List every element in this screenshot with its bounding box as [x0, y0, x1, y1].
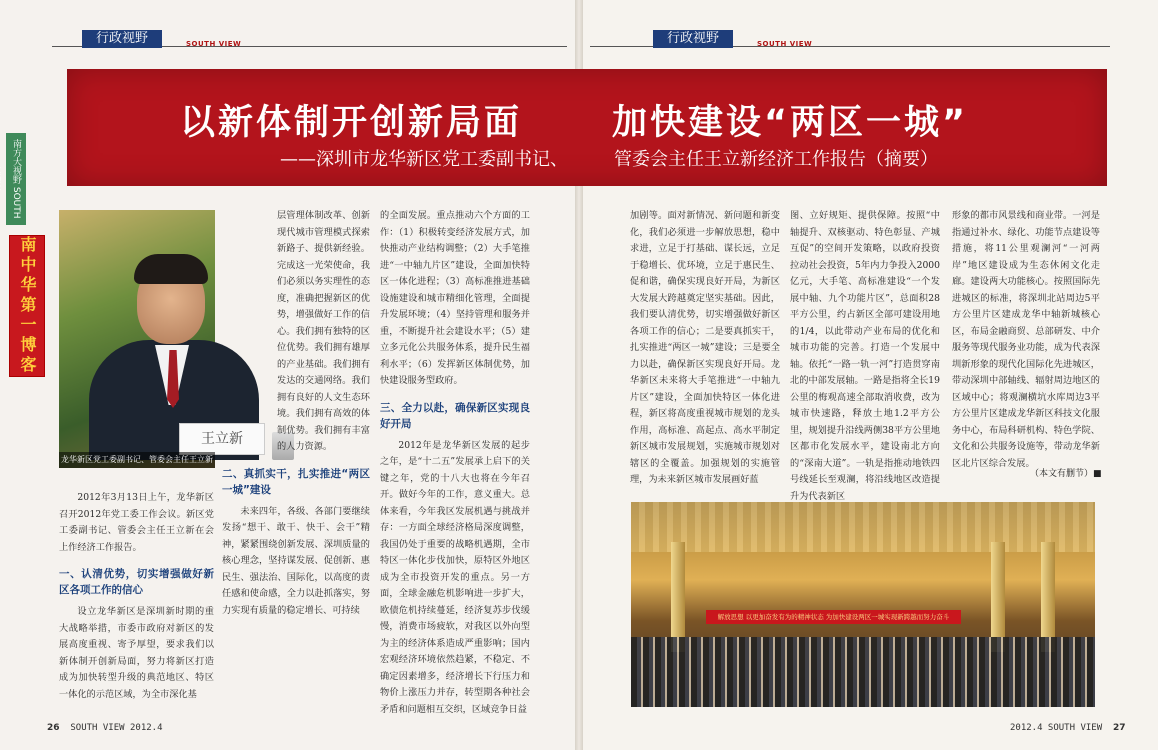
paragraph: 加剧等。面对新情况、新问题和新变化，我们必须进一步解放思想，稳中求进，立足于打基础、谋长远，立足于稳增长、优环境，立足于惠民生、促和谐，确保实现良好开局，为新区大发展大跨越奠定坚实基础。因此，我们要认清优势，切实增强做好新区各项工作的信心；二是要真抓实干，扎实推进“两区一城”建设；三是要全力以赴，确保新区实现良好开局。龙华新区未来将大手笔推进“一中轴九片区”建设，全面加快特区一体化进程，新区将高度重视城市规划的龙头作用，高标准、高起点、高水平制定新区城市发展规划，实施城市规划对辖区的全覆盖。加强规划的实施管理，为未来新区城市发展画好蓝: [630, 210, 780, 485]
intro-paragraph: 2012年3月13日上午，龙华新区召开2012年党工委工作会议。新区党工委副书记、管委会主任王立新在会上作经济工作报告。: [59, 492, 214, 553]
south-view-label-right: SOUTH VIEW: [757, 40, 813, 48]
page-number-right: 27: [1112, 723, 1126, 733]
audience: [631, 637, 1095, 707]
footer-left: [47, 723, 163, 733]
paragraph: 形象的都市风景线和商业带。一河是指通过补水、绿化、功能节点建设等措施，将11公里观澜河“一河两岸”地区建设成为生态休闲文化走廊。建设两大功能核心。按照国际先进城区的标准，将深圳北站周边5平方公里片区建成龙华中轴新城核心区，布局金融商贸、总部研发、中介服务等现代服务业功能，成为代表深圳新形象的现代化国际化先进城区，带动深圳中部轴线、辐射周边地区的区域中心；将观澜横坑水库周边3平方公里片区建成龙华新区科技文化服务中心，布局科研机构、特色学院、文化和公共服务设施等，带动龙华新区北片区综合发展。: [952, 210, 1100, 469]
column-6: [952, 208, 1100, 469]
paragraph: 图、立好规矩、提供保障。按照“中轴提升、双核驱动、特色彰显、产城互促”的空间开发策略，以政府投资拉动社会投资，5年内力争投入2000亿元，大手笔、高标准建设“一个发展中轴、九个功能片区”，总面积28平方公里，约占新区全部可建设用地的1/4，以此带动产业布局的优化和城市功能的完善。打造一个发展中轴。依托“一路一轨一河”打造贯穿南北的中部发展轴。一路是指将全长19公里的梅观高速全部取消收费，改为城市快速路，释放土地1.2平方公里，规划提升沿线两侧38平方公里地区都市化发展水平，建设南北方向的“深南大道”。一轨是指推动地铁四号线延长至观澜，将沿线地区改造提升为代表新区: [790, 210, 940, 502]
paragraph: 层管理体制改革、创新现代城市管理模式探索新路子、提供新经验。完成这一光荣使命，我们必须以务实理性的态度，准确把握新区的优势，增强做好工作的信心。我们拥有独特的区位优势。我们拥有雄厚的产业基础。我们拥有发达的交通网络。我们拥有良好的人文生态环境。我们拥有高效的体制优势。我们拥有丰富的人力资源。: [277, 210, 370, 452]
headline-part2: 加快建设“两区一城”: [612, 103, 969, 143]
section-label-right: 行政视野: [653, 30, 733, 48]
page-number-left: 26: [47, 723, 60, 733]
footer-left-text: SOUTH VIEW 2012.4: [70, 723, 163, 733]
footer-right-text: 2012.4 SOUTH VIEW: [1010, 723, 1103, 733]
pillar: [671, 542, 685, 652]
column-5: [790, 208, 940, 502]
portrait-photo: [59, 210, 243, 468]
stage-banner: 解放思想 以更加奋发有为的精神状态 为加快建设两区一城实现新跨越而努力奋斗: [706, 610, 961, 624]
column-1: [59, 490, 214, 703]
person-hair: [134, 254, 208, 284]
subheadline-part1: ——深圳市龙华新区党工委副书记、: [280, 149, 568, 170]
hall-ceiling: [631, 502, 1095, 552]
photo-caption: 龙华新区党工委副书记、管委会主任王立新: [59, 452, 215, 468]
section-heading-2: 二、真抓实干，扎实推进“两区一城”建设: [222, 467, 370, 496]
section-heading-1: 一、认清优势，切实增强做好新区各项工作的信心: [59, 568, 214, 596]
headline-part1: 以新体制开创新局面: [180, 103, 523, 143]
paragraph: 未来四年，各级、各部门要继续发扬“想干、敢干、快干、会干”精神，紧紧围绕创新发展、深圳质量的核心理念，坚持谋发展、促创新、惠民生、强法治、国际化，以高度的责任感和使命感，全力以赴抓落实，努力实现有质量的稳定增长、可持续: [222, 505, 370, 616]
editor-note: （本文有删节）■: [1030, 469, 1102, 479]
pillar: [991, 542, 1005, 652]
paragraph: 2012年是龙华新区发展的起步之年，是“十二五”发展承上启下的关键之年，党的十八大也将在今年召开。做好今年的工作，意义重大。总体来看，今年我区发展机遇与挑战并存：一方面全球经济格局深度调整，我国仍处于重要的战略机遇期，全市特区一体化步伐加快，原特区外地区成为全市投资开发的重点。另一方面，全球金融危机影响进一步扩大，欧债危机持续蔓延，经济复苏步伐缓慢，消费市场疲软，对我区以外向型为主的经济体系造成严重影响；国内宏观经济环境依然趋紧，不稳定、不确定因素增多，经济增长下行压力和物价上涨压力并存，转型期各种社会矛盾和问题相互交织，区域竞争日益: [380, 439, 530, 715]
magazine-side-tab: 南方大视野 SOUTH: [6, 133, 26, 225]
column-4: [630, 208, 780, 498]
footer-right: [1010, 723, 1126, 733]
column-3: [380, 208, 530, 718]
south-view-label-left: SOUTH VIEW: [186, 40, 242, 48]
section-label-left: 行政视野: [82, 30, 162, 48]
conference-hall-photo: [631, 502, 1095, 707]
paragraph: 的全面发展。重点推动六个方面的工作：（1）积极转变经济发展方式，加快推动产业结构调整；（2）大手笔推进“一中轴九片区”建设，全面加快特区一体化进程；（3）高标准推进基础设施建设和城市精细化管理，全面提升发展环境；（4）坚持管理和服务并重，不断提升社会建设水平；（5）建立多元化公共服务体系，提升民生福利水平；（6）发挥新区体制优势，加快建设服务型政府。: [380, 210, 530, 386]
column-side-tab: 南中华第一博客: [9, 235, 45, 377]
column-2: [222, 208, 370, 619]
pillar: [1041, 542, 1055, 652]
nameplate-text: 王立新: [201, 431, 243, 447]
section-heading-3: 三、全力以赴，确保新区实现良好开局: [380, 401, 530, 430]
subheadline-part2: 管委会主任王立新经济工作报告（摘要）: [614, 149, 938, 170]
paragraph: 设立龙华新区是深圳新时期的重大战略举措，市委市政府对新区的发展高度重视、寄予厚望，要求我们以新体制开创新局面，努力将新区打造成为加快转型升级的典范地区、特区一体化的示范区域，为全市深化基: [59, 606, 214, 700]
